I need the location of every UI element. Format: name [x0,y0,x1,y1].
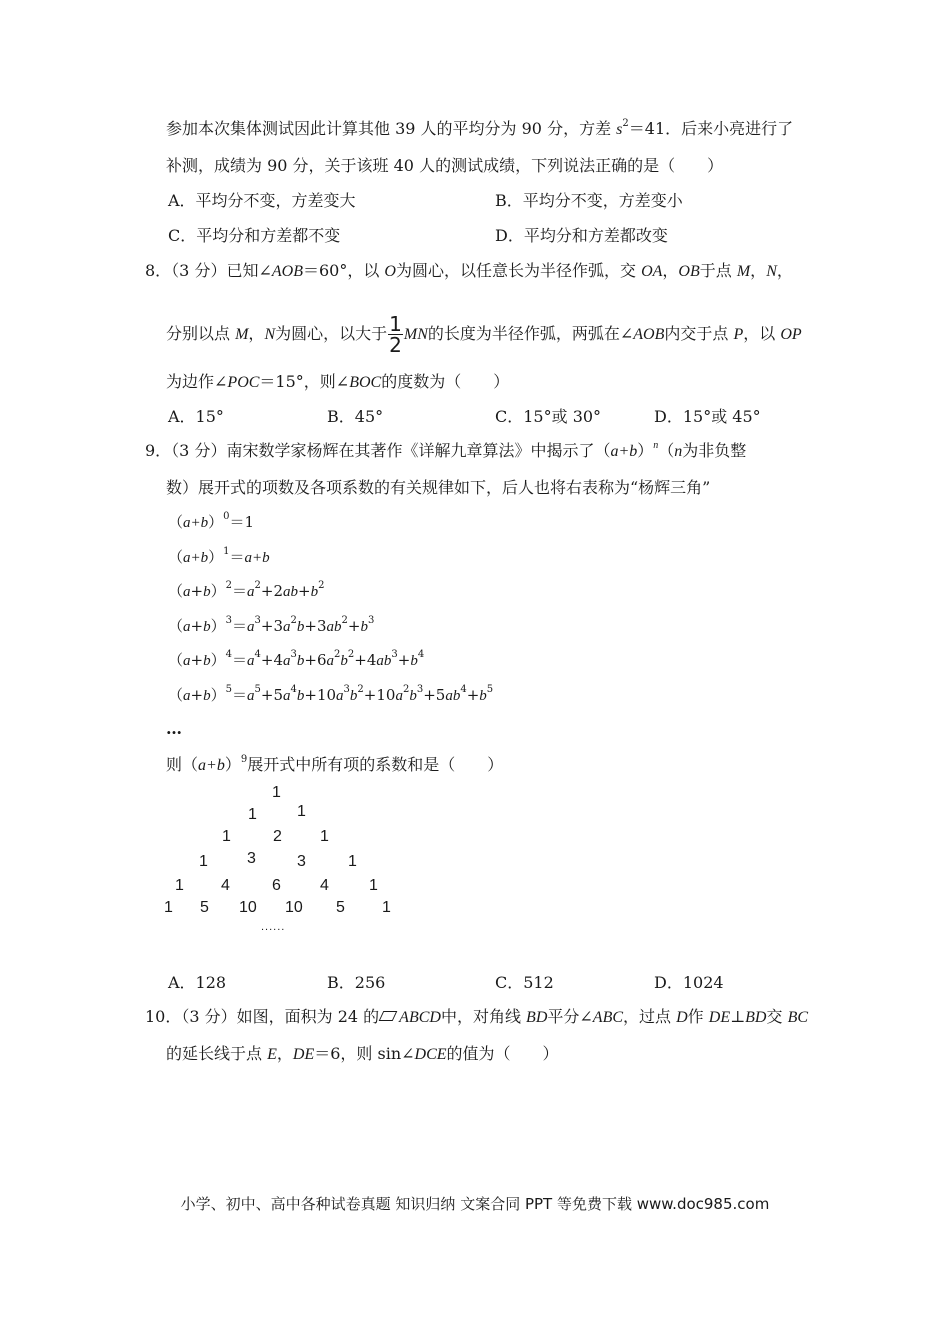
text: ＝1 [229,513,255,531]
triangle-cell: 10 [239,899,257,916]
q10-line1 [145,1006,808,1029]
q7-option-c: C．平均分和方差都不变 [168,226,341,245]
math: OA [641,263,663,280]
text: 为边作∠ [166,372,228,391]
text: 为圆心，以任意长为半径作弧，交 [395,261,642,280]
exponent: 1 [223,546,230,557]
text: ⊥ [730,1007,746,1026]
triangle-cell: 1 [272,784,281,801]
triangle-cell: 5 [200,899,209,916]
triangle-continuation: ...... [261,921,286,933]
text: ＝15°，则∠ [259,372,350,391]
text: 于点 [699,261,737,280]
text: 参加本次集体测试因此计算其他 39 人的平均分为 90 分，方差 [166,119,617,138]
equation-power-4: $(a+b)^4=a^4+4a^3b+6a^2b^2+4ab^3+b^4$ [168,649,425,669]
math: DE [708,1009,731,1026]
math: P [733,326,744,343]
math: BD [745,1009,767,1026]
triangle-cell: 1 [248,806,257,823]
math: OB [678,263,700,280]
q10-line2 [166,1043,559,1066]
text: ， [662,261,679,280]
text: ， [750,261,767,280]
triangle-cell: 1 [297,803,306,820]
text: 交 [766,1007,788,1026]
exponent: 9 [240,753,248,765]
math: a+b [198,757,225,774]
parallelogram-icon [379,1011,398,1021]
math: a+b [183,550,209,566]
q7-option-d: D．平均分和方差都改变 [495,226,668,245]
math: DE [292,1046,315,1063]
triangle-cell: 2 [273,828,282,845]
text: ， [776,261,793,280]
ellipsis: … [166,719,182,738]
math: a+b [183,515,209,531]
math: AOB [271,263,303,280]
math: N [264,326,276,343]
triangle-cell: 1 [382,899,391,916]
triangle-cell: 1 [369,877,378,894]
triangle-cell: 10 [285,899,303,916]
text: 8．（3 分）已知∠ [145,261,272,280]
q9-option-a: A．128 [168,973,227,992]
text: （ [658,441,675,460]
math: POC [227,374,260,391]
equation-power-3: $(a+b)^3=a^3+3a^2b+3ab^2+b^3$ [168,615,375,635]
text: ，过点 [623,1007,677,1026]
q9-option-d: D．1024 [654,973,724,992]
math: O [384,263,396,280]
triangle-cell: 5 [336,899,345,916]
text: 作 [687,1007,709,1026]
text: 9．（3 分）南宋数学家杨辉在其著作《详解九章算法》中揭示了（ [145,441,611,460]
text: 的延长线于点 [166,1044,268,1063]
math: a+b [610,443,638,460]
text: 平分∠ [547,1007,593,1026]
q9-option-c: C．512 [495,973,554,992]
q7-line2: 补测，成绩为 90 分，关于该班 40 人的测试成绩，下列说法正确的是（ ） [166,156,724,175]
exponent: 0 [223,511,230,522]
math: M [235,326,249,343]
text: ） [224,755,241,774]
triangle-cell: 1 [222,828,231,845]
numerator: 1 [389,312,402,336]
math: a+b [244,550,270,566]
q8-option-c: C．15°或 30° [495,407,602,426]
q8-option-b: B．45° [327,407,384,426]
equation-power-0: $(a+b)^0=1$ [168,511,255,531]
math: ABCD [399,1009,441,1026]
text: ＝41．后来小亮进行了 [628,119,794,138]
page-footer: 小学、初中、高中各种试卷真题 知识归纳 文案合同 PPT 等免费下载 www.doc985.com [180,1195,770,1213]
math: AOB [633,326,665,343]
triangle-cell: 1 [348,853,357,870]
math: BC [787,1009,809,1026]
text: ，以 [743,324,781,343]
denominator: 2 [389,333,402,357]
text: 中，对角线 [440,1007,527,1026]
math: BD [526,1009,548,1026]
q7-option-b: B．平均分不变，方差变小 [495,191,683,210]
math: M [736,263,751,280]
text: 的长度为半径作弧，两弧在∠ [427,324,634,343]
text: ， [276,1044,293,1063]
triangle-cell: 4 [320,877,329,894]
q9-line2: 数）展开式的项数及各项系数的有关规律如下，后人也将右表称为“杨辉三角” [166,478,711,497]
equation-power-5: $(a+b)^5=a^5+5a^4b+10a^3b^2+10a^2b^3+5ab^4+b^5$ [168,684,494,704]
variance-symbol: s [616,121,623,138]
text: ， [248,324,265,343]
text: 10．（3 分）如图，面积为 24 的 [145,1007,380,1026]
math: DCE [414,1046,447,1063]
triangle-cell: 1 [175,877,184,894]
text: 展开式中所有项的系数和是（ ） [247,755,504,774]
text: 内交于点 [664,324,734,343]
text: ＝6，则 sin∠ [314,1044,415,1063]
math: OP [780,326,802,343]
q8-option-a: A．15° [168,407,224,426]
triangle-cell: 3 [297,853,306,870]
triangle-cell: 1 [320,828,329,845]
triangle-cell: 4 [221,877,230,894]
triangle-cell: 1 [199,853,208,870]
triangle-cell: 1 [164,899,173,916]
text: 为圆心，以大于 [275,324,388,343]
text: ＝60°，以 [302,261,385,280]
text: 的值为（ ） [446,1044,559,1063]
text: 的度数为（ ） [381,372,510,391]
q8-option-d: D．15°或 45° [654,407,761,426]
text: 则（ [166,755,199,774]
triangle-cell: 6 [272,877,281,894]
math: D [676,1009,688,1026]
math: n [674,443,683,460]
equation-power-1: $(a+b)^1=a+b$ [168,546,270,566]
text: 为非负整 [682,441,747,460]
q9-option-b: B．256 [327,973,386,992]
math: E [267,1046,277,1063]
math: ABC [592,1009,624,1026]
math: N [766,263,777,280]
math: MN [403,326,428,343]
exponent: n [653,439,659,451]
equation-power-2: $(a+b)^2=a^2+2ab+b^2$ [168,580,325,600]
text: 分别以点 [166,324,236,343]
q7-option-a: A．平均分不变，方差变大 [168,191,356,210]
exponent: 2 [622,117,629,129]
text: ） [637,441,654,460]
math: BOC [349,374,382,391]
triangle-cell: 3 [247,850,256,867]
